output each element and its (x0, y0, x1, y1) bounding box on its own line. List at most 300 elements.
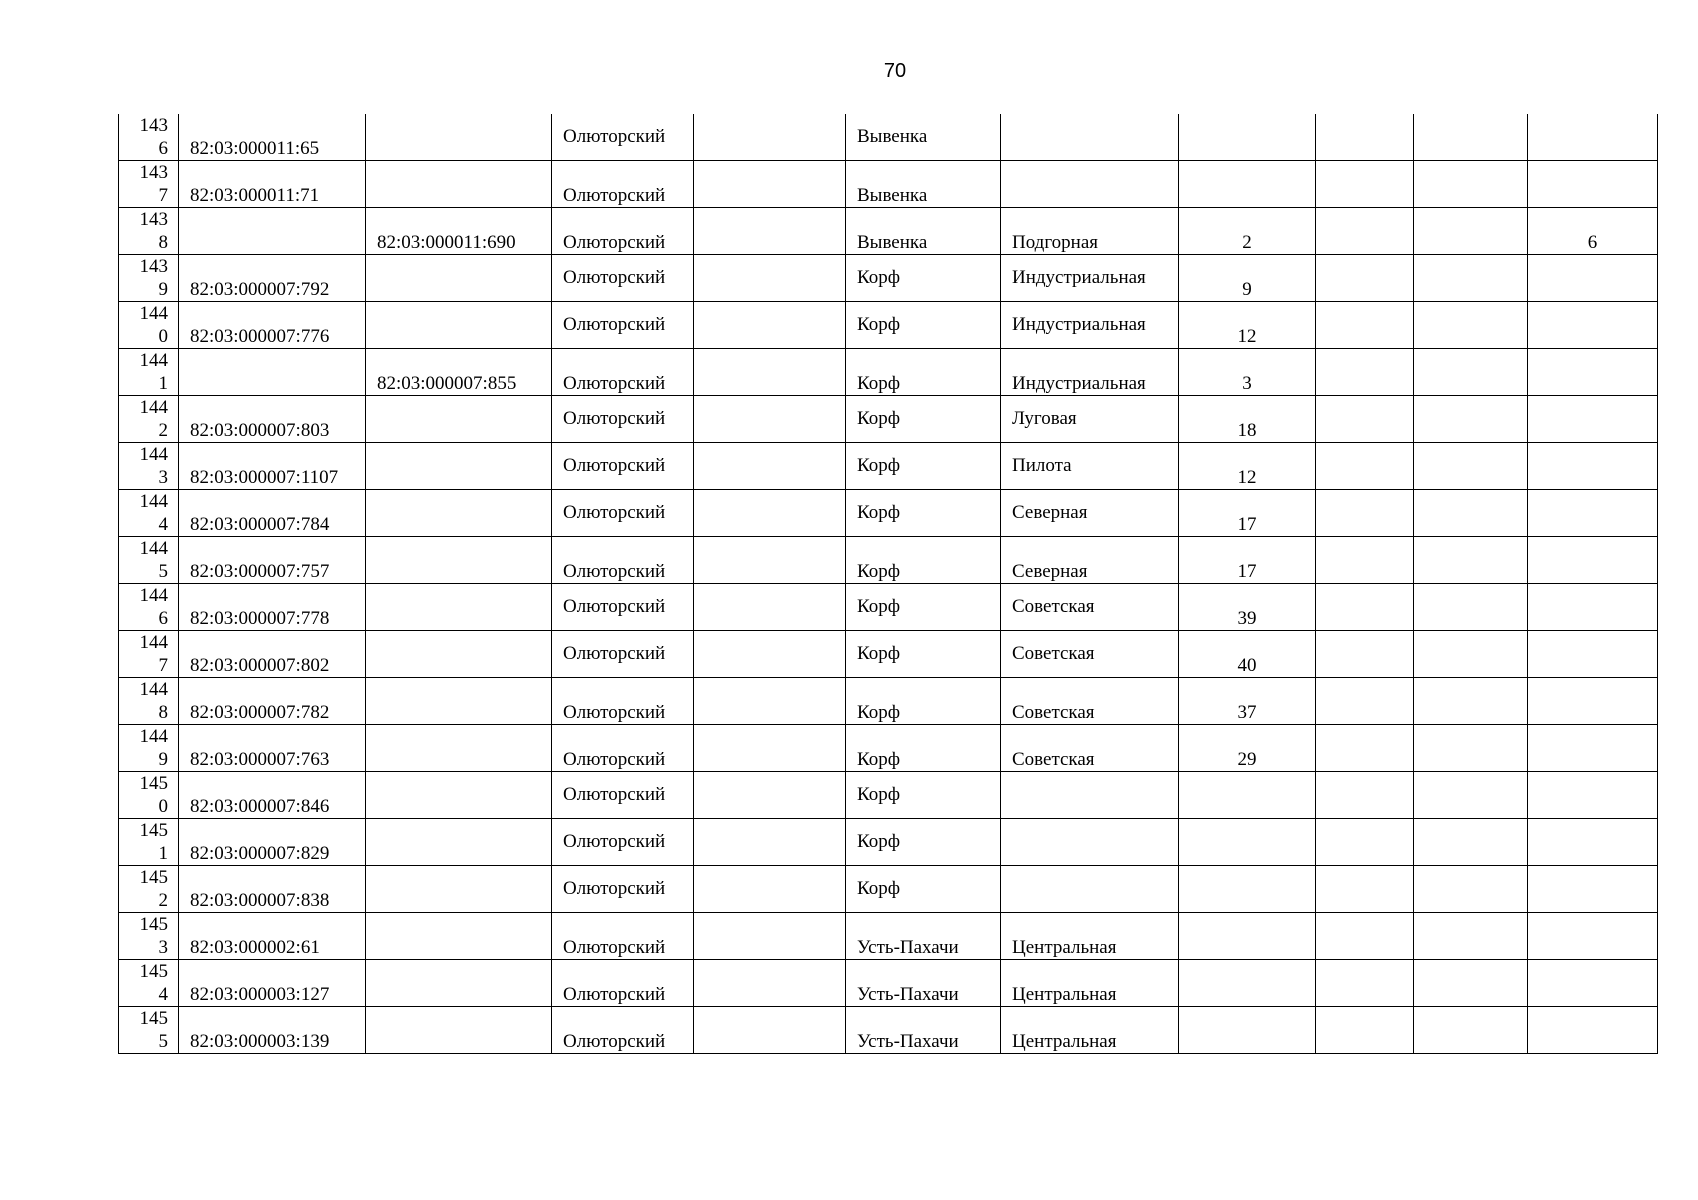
cadastral-number: 82:03:000007:776 (190, 326, 330, 347)
district-cell (552, 396, 694, 443)
row-number-cell (119, 725, 179, 772)
district: Олюторский (563, 126, 666, 147)
table-row (119, 302, 1658, 349)
house-number-cell (1179, 772, 1316, 819)
street-cell (1001, 208, 1179, 255)
locality-cell (846, 490, 1001, 537)
empty-cell (1316, 631, 1414, 678)
empty-cell (694, 490, 846, 537)
table-row (119, 725, 1658, 772)
table-row (119, 161, 1658, 208)
district-cell (552, 819, 694, 866)
house-number-cell (1179, 631, 1316, 678)
table-row (119, 349, 1658, 396)
district-cell (552, 725, 694, 772)
row-number-top: 145 (139, 961, 168, 982)
house-number: 9 (1242, 279, 1252, 300)
district: Олюторский (563, 984, 666, 1005)
row-number-cell (119, 678, 179, 725)
row-number-bottom: 6 (158, 138, 168, 159)
district-cell (552, 772, 694, 819)
empty-cell (694, 1007, 846, 1054)
house-number-cell (1179, 161, 1316, 208)
district-cell (552, 302, 694, 349)
cadastral-number-cell (179, 631, 366, 678)
district-cell (552, 490, 694, 537)
locality-cell (846, 584, 1001, 631)
locality-cell (846, 772, 1001, 819)
row-number-top: 145 (139, 1008, 168, 1029)
empty-cell (1414, 584, 1528, 631)
empty-cell (1414, 1007, 1528, 1054)
building-cadastral-number-cell (366, 913, 552, 960)
street-cell (1001, 490, 1179, 537)
empty-cell (1316, 772, 1414, 819)
locality-cell (846, 349, 1001, 396)
cadastral-number: 82:03:000011:71 (190, 185, 320, 206)
house-number-cell (1179, 443, 1316, 490)
house-number-cell (1179, 678, 1316, 725)
flat-number-cell (1528, 866, 1658, 913)
cadastral-number-cell (179, 302, 366, 349)
locality: Усть-Пахачи (857, 984, 959, 1005)
street-cell (1001, 114, 1179, 161)
flat-number-cell (1528, 443, 1658, 490)
flat-number-cell (1528, 208, 1658, 255)
empty-cell (694, 161, 846, 208)
street-cell (1001, 537, 1179, 584)
table-row (119, 396, 1658, 443)
cadastral-number: 82:03:000007:829 (190, 843, 330, 864)
street-cell (1001, 678, 1179, 725)
district: Олюторский (563, 185, 666, 206)
empty-cell (694, 819, 846, 866)
cadastral-number-cell (179, 208, 366, 255)
row-number-top: 144 (139, 350, 168, 371)
row-number-top: 145 (139, 867, 168, 888)
row-number-top: 144 (139, 444, 168, 465)
row-number-top: 144 (139, 632, 168, 653)
district-cell (552, 913, 694, 960)
empty-cell (1414, 396, 1528, 443)
row-number-bottom: 1 (158, 843, 168, 864)
district-cell (552, 631, 694, 678)
district-cell (552, 208, 694, 255)
table-row (119, 490, 1658, 537)
locality-cell (846, 866, 1001, 913)
empty-cell (694, 443, 846, 490)
table-row (119, 114, 1658, 161)
flat-number: 6 (1587, 232, 1598, 253)
street-cell (1001, 772, 1179, 819)
district: Олюторский (563, 831, 666, 852)
row-number-cell (119, 537, 179, 584)
empty-cell (1414, 960, 1528, 1007)
empty-cell (1414, 443, 1528, 490)
locality: Корф (857, 702, 901, 723)
empty-cell (1414, 678, 1528, 725)
row-number-cell (119, 114, 179, 161)
table-row (119, 960, 1658, 1007)
cadastral-number-cell (179, 255, 366, 302)
row-number-cell (119, 208, 179, 255)
flat-number-cell (1528, 349, 1658, 396)
house-number-cell (1179, 114, 1316, 161)
house-number: 17 (1237, 514, 1257, 535)
district-cell (552, 161, 694, 208)
row-number-bottom: 9 (158, 279, 168, 300)
street: Индустриальная (1012, 267, 1146, 288)
empty-cell (694, 725, 846, 772)
street-cell (1001, 631, 1179, 678)
district-cell (552, 678, 694, 725)
street: Центральная (1012, 937, 1117, 958)
cadastral-number-cell (179, 772, 366, 819)
street-cell (1001, 725, 1179, 772)
empty-cell (1316, 678, 1414, 725)
row-number-top: 145 (139, 820, 168, 841)
empty-cell (1316, 866, 1414, 913)
row-number-bottom: 7 (158, 655, 168, 676)
locality-cell (846, 678, 1001, 725)
flat-number-cell (1528, 819, 1658, 866)
house-number: 37 (1237, 702, 1257, 723)
empty-cell (1414, 772, 1528, 819)
cadastral-number: 82:03:000007:1107 (190, 467, 339, 488)
street-cell (1001, 255, 1179, 302)
cadastral-number-cell (179, 725, 366, 772)
cadastral-number: 82:03:000011:65 (190, 138, 320, 159)
street: Пилота (1012, 455, 1072, 476)
empty-cell (694, 584, 846, 631)
building-cadastral-number-cell (366, 161, 552, 208)
row-number-bottom: 3 (158, 467, 168, 488)
house-number: 39 (1237, 608, 1257, 629)
cadastral-number-cell (179, 913, 366, 960)
row-number-top: 144 (139, 538, 168, 559)
building-cadastral-number-cell (366, 255, 552, 302)
house-number-cell (1179, 537, 1316, 584)
locality-cell (846, 114, 1001, 161)
empty-cell (1316, 584, 1414, 631)
street-cell (1001, 866, 1179, 913)
empty-cell (694, 866, 846, 913)
district: Олюторский (563, 267, 666, 288)
row-number-bottom: 4 (158, 514, 168, 535)
street: Советская (1012, 702, 1095, 723)
locality: Корф (857, 784, 901, 805)
locality-cell (846, 913, 1001, 960)
empty-cell (1316, 349, 1414, 396)
cadastral-number-cell (179, 584, 366, 631)
table-row (119, 866, 1658, 913)
street-cell (1001, 443, 1179, 490)
cadastral-number: 82:03:000007:803 (190, 420, 330, 441)
district: Олюторский (563, 643, 666, 664)
house-number-cell (1179, 302, 1316, 349)
street-cell (1001, 1007, 1179, 1054)
cadastral-number: 82:03:000007:784 (190, 514, 330, 535)
locality: Корф (857, 408, 901, 429)
street: Луговая (1012, 408, 1077, 429)
locality-cell (846, 208, 1001, 255)
cadastral-number-cell (179, 537, 366, 584)
cadastral-number-cell (179, 1007, 366, 1054)
cadastral-number-cell (179, 396, 366, 443)
street: Советская (1012, 749, 1095, 770)
empty-cell (1414, 161, 1528, 208)
district-cell (552, 1007, 694, 1054)
row-number-top: 144 (139, 726, 168, 747)
street: Советская (1012, 643, 1095, 664)
house-number: 2 (1242, 232, 1252, 253)
building-cadastral-number-cell (366, 725, 552, 772)
row-number-bottom: 4 (158, 984, 168, 1005)
cadastral-number: 82:03:000007:792 (190, 279, 330, 300)
building-cadastral-number-cell (366, 396, 552, 443)
empty-cell (1414, 537, 1528, 584)
row-number-top: 144 (139, 585, 168, 606)
empty-cell (1414, 208, 1528, 255)
empty-cell (1316, 490, 1414, 537)
empty-cell (1316, 161, 1414, 208)
house-number-cell (1179, 255, 1316, 302)
cadastral-number-cell (179, 114, 366, 161)
row-number-top: 144 (139, 491, 168, 512)
row-number-top: 144 (139, 397, 168, 418)
district-cell (552, 443, 694, 490)
locality-cell (846, 1007, 1001, 1054)
empty-cell (1414, 631, 1528, 678)
street: Северная (1012, 502, 1088, 523)
empty-cell (694, 772, 846, 819)
cadastral-number: 82:03:000007:838 (190, 890, 330, 911)
row-number-cell (119, 1007, 179, 1054)
flat-number-cell (1528, 772, 1658, 819)
empty-cell (1414, 349, 1528, 396)
house-number: 29 (1237, 749, 1257, 770)
row-number-bottom: 1 (158, 373, 168, 394)
cadastral-number: 82:03:000002:61 (190, 937, 320, 958)
row-number-cell (119, 819, 179, 866)
table-row (119, 772, 1658, 819)
house-number-cell (1179, 396, 1316, 443)
street-cell (1001, 913, 1179, 960)
locality: Корф (857, 314, 901, 335)
row-number-bottom: 8 (158, 702, 168, 723)
row-number-cell (119, 443, 179, 490)
flat-number-cell (1528, 396, 1658, 443)
empty-cell (1316, 960, 1414, 1007)
house-number: 17 (1237, 561, 1257, 582)
cadastral-number-cell (179, 443, 366, 490)
street-cell (1001, 819, 1179, 866)
locality-cell (846, 255, 1001, 302)
flat-number-cell (1528, 537, 1658, 584)
district: Олюторский (563, 749, 666, 770)
street: Подгорная (1012, 232, 1099, 253)
district: Олюторский (563, 937, 666, 958)
flat-number-cell (1528, 302, 1658, 349)
row-number-bottom: 3 (158, 937, 168, 958)
district: Олюторский (563, 373, 666, 394)
row-number-cell (119, 866, 179, 913)
flat-number-cell (1528, 960, 1658, 1007)
house-number-cell (1179, 349, 1316, 396)
street-cell (1001, 584, 1179, 631)
locality: Корф (857, 831, 901, 852)
building-cadastral-number-cell (366, 772, 552, 819)
cadastral-number: 82:03:000007:763 (190, 749, 330, 770)
house-number-cell (1179, 913, 1316, 960)
row-number-bottom: 0 (158, 326, 168, 347)
flat-number-cell (1528, 725, 1658, 772)
locality: Усть-Пахачи (857, 1031, 959, 1052)
building-cadastral-number-cell (366, 631, 552, 678)
table-row (119, 678, 1658, 725)
house-number-cell (1179, 584, 1316, 631)
district-cell (552, 114, 694, 161)
district: Олюторский (563, 408, 666, 429)
house-number-cell (1179, 725, 1316, 772)
table-row (119, 255, 1658, 302)
empty-cell (1316, 208, 1414, 255)
house-number: 12 (1237, 326, 1257, 347)
row-number-cell (119, 913, 179, 960)
building-cadastral-number-cell (366, 819, 552, 866)
row-number-bottom: 5 (158, 1031, 168, 1052)
locality-cell (846, 725, 1001, 772)
table-row (119, 819, 1658, 866)
district: Олюторский (563, 878, 666, 899)
row-number-bottom: 8 (158, 232, 168, 253)
locality: Вывенка (857, 232, 928, 253)
district-cell (552, 537, 694, 584)
district: Олюторский (563, 1031, 666, 1052)
district: Олюторский (563, 596, 666, 617)
building-cadastral-number-cell (366, 490, 552, 537)
street: Индустриальная (1012, 373, 1146, 394)
row-number-top: 143 (139, 209, 168, 230)
building-cadastral-number-cell (366, 960, 552, 1007)
empty-cell (1316, 1007, 1414, 1054)
row-number-cell (119, 255, 179, 302)
cadastral-number-cell (179, 161, 366, 208)
table-row (119, 443, 1658, 490)
cadastral-number-cell (179, 819, 366, 866)
cadastral-number-cell (179, 678, 366, 725)
flat-number-cell (1528, 161, 1658, 208)
building-cadastral-number-cell (366, 208, 552, 255)
empty-cell (694, 631, 846, 678)
street: Советская (1012, 596, 1095, 617)
building-cadastral-number-cell (366, 349, 552, 396)
district: Олюторский (563, 314, 666, 335)
registry-table (118, 114, 1658, 1054)
street-cell (1001, 349, 1179, 396)
district: Олюторский (563, 784, 666, 805)
house-number-cell (1179, 819, 1316, 866)
locality-cell (846, 443, 1001, 490)
cadastral-number: 82:03:000007:778 (190, 608, 330, 629)
street-cell (1001, 302, 1179, 349)
row-number-cell (119, 584, 179, 631)
row-number-bottom: 0 (158, 796, 168, 817)
locality: Корф (857, 373, 901, 394)
empty-cell (694, 960, 846, 1007)
table-row (119, 631, 1658, 678)
building-cadastral-number-cell (366, 678, 552, 725)
district: Олюторский (563, 502, 666, 523)
locality: Корф (857, 561, 901, 582)
row-number-bottom: 2 (158, 420, 168, 441)
flat-number-cell (1528, 1007, 1658, 1054)
house-number-cell (1179, 1007, 1316, 1054)
row-number-cell (119, 631, 179, 678)
district-cell (552, 349, 694, 396)
street-cell (1001, 161, 1179, 208)
street-cell (1001, 396, 1179, 443)
building-cadastral-number: 82:03:000007:855 (377, 373, 517, 394)
house-number: 40 (1237, 655, 1257, 676)
building-cadastral-number-cell (366, 584, 552, 631)
empty-cell (1414, 114, 1528, 161)
locality-cell (846, 161, 1001, 208)
street: Центральная (1012, 984, 1117, 1005)
house-number-cell (1179, 866, 1316, 913)
flat-number-cell (1528, 114, 1658, 161)
locality-cell (846, 960, 1001, 1007)
street: Индустриальная (1012, 314, 1146, 335)
cadastral-number: 82:03:000007:757 (190, 561, 330, 582)
empty-cell (694, 537, 846, 584)
empty-cell (694, 913, 846, 960)
empty-cell (1414, 913, 1528, 960)
empty-cell (694, 208, 846, 255)
street-cell (1001, 960, 1179, 1007)
building-cadastral-number-cell (366, 866, 552, 913)
empty-cell (694, 302, 846, 349)
row-number-bottom: 7 (158, 185, 168, 206)
empty-cell (1316, 396, 1414, 443)
cadastral-number: 82:03:000007:782 (190, 702, 330, 723)
empty-cell (694, 114, 846, 161)
row-number-cell (119, 960, 179, 1007)
table-row (119, 913, 1658, 960)
cadastral-number-cell (179, 490, 366, 537)
row-number-cell (119, 349, 179, 396)
cadastral-number-cell (179, 349, 366, 396)
house-number: 12 (1237, 467, 1257, 488)
locality-cell (846, 537, 1001, 584)
building-cadastral-number-cell (366, 443, 552, 490)
row-number-cell (119, 772, 179, 819)
row-number-bottom: 2 (158, 890, 168, 911)
empty-cell (1316, 443, 1414, 490)
house-number: 3 (1242, 373, 1252, 394)
empty-cell (694, 678, 846, 725)
cadastral-number: 82:03:000003:139 (190, 1031, 330, 1052)
empty-cell (1316, 913, 1414, 960)
row-number-top: 143 (139, 115, 168, 136)
district-cell (552, 960, 694, 1007)
flat-number-cell (1528, 678, 1658, 725)
row-number-bottom: 6 (158, 608, 168, 629)
district-cell (552, 584, 694, 631)
flat-number-cell (1528, 584, 1658, 631)
table-body (119, 114, 1658, 1054)
house-number-cell (1179, 490, 1316, 537)
